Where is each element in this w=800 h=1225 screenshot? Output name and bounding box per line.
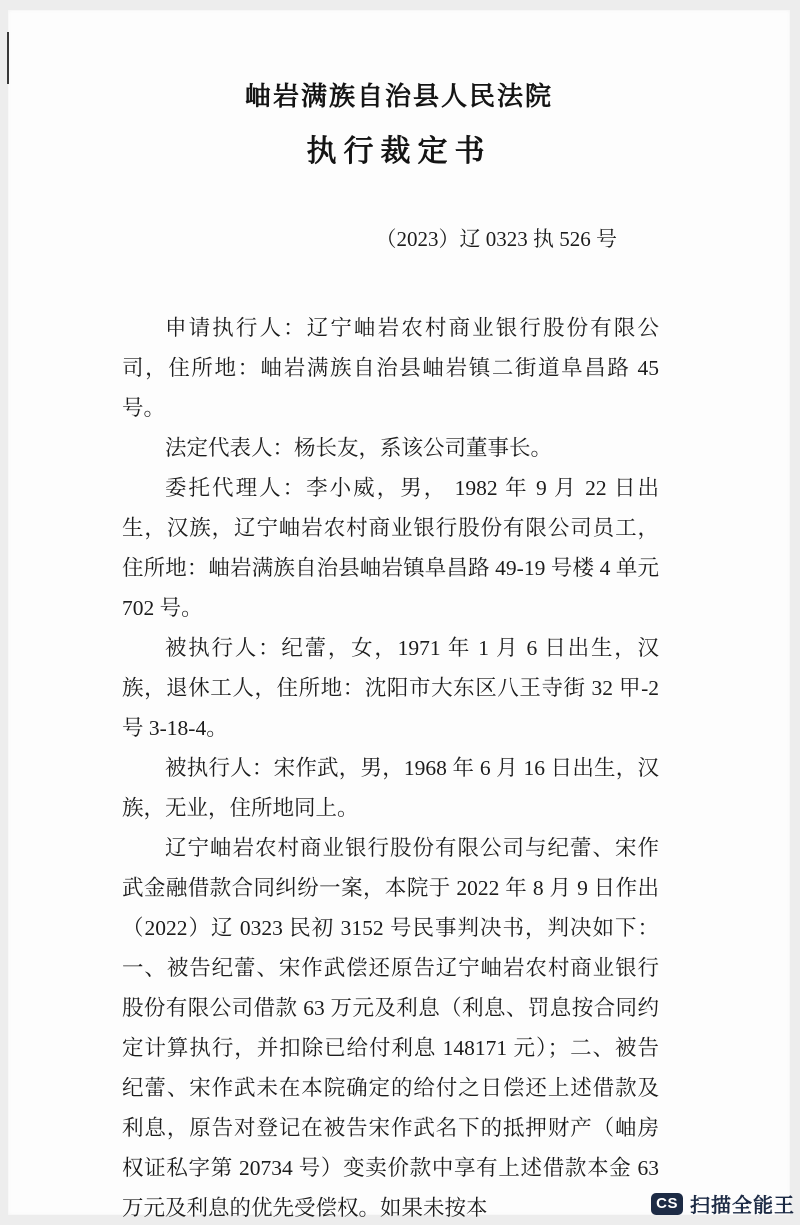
- paragraph-agent: 委托代理人：李小威，男， 1982 年 9 月 22 日出生，汉族，辽宁岫岩农村商业银行股份有限公司员工，住所地：岫岩满族自治县岫岩镇阜昌路 49-19 号楼 4 单元 702 号。: [122, 476, 659, 620]
- paragraph-applicant: 申请执行人：辽宁岫岩农村商业银行股份有限公司，住所地：岫岩满族自治县岫岩镇二街道阜昌路 45 号。: [122, 316, 659, 420]
- paragraph-respondent-1: 被执行人：纪蕾，女，1971 年 1 月 6 日出生，汉族，退休工人，住所地：沈阳市大东区八王寺街 32 甲-2 号 3-18-4。: [122, 636, 659, 740]
- paragraph-respondent-2: 被执行人：宋作武，男，1968 年 6 月 16 日出生，汉族，无业，住所地同上。: [122, 756, 659, 820]
- document-page: [8, 10, 790, 1220]
- paragraph-judgment: 辽宁岫岩农村商业银行股份有限公司与纪蕾、宋作武金融借款合同纠纷一案，本院于 2022 年 8 月 9 日作出（2022）辽 0323 民初 3152 号民事判决书，判决如下：一、被告纪蕾、宋作武偿还原告辽宁岫岩农村商业银行股份有限公司借款 63 万元及利息（利息、罚息按合同约定计算执行，并扣除已给付利息 148171 元）；二、被告纪蕾、宋作武未在本院确定的给付之日偿还上述借款及利息，原告对登记在被告宋作武名下的抵押财产（岫房权证私字第 20734 号）变卖价款中享有上述借款本金 63 万元及利息的优先受偿权。如果未按本: [122, 836, 659, 1220]
- court-name: 岫岩满族自治县人民法院: [244, 82, 553, 111]
- case-number: （2023）辽 0323 执 526 号: [375, 227, 617, 251]
- camscanner-watermark-label: 扫描全能王: [690, 1195, 795, 1217]
- document-body: [122, 308, 659, 1225]
- camscanner-logo-icon: CS: [651, 1193, 683, 1215]
- camscanner-watermark: [651, 1189, 795, 1218]
- document-title: 执行裁定书: [306, 135, 492, 168]
- scan-artifact-line: [7, 32, 9, 84]
- paragraph-legal-representative: 法定代表人：杨长友，系该公司董事长。: [165, 436, 553, 460]
